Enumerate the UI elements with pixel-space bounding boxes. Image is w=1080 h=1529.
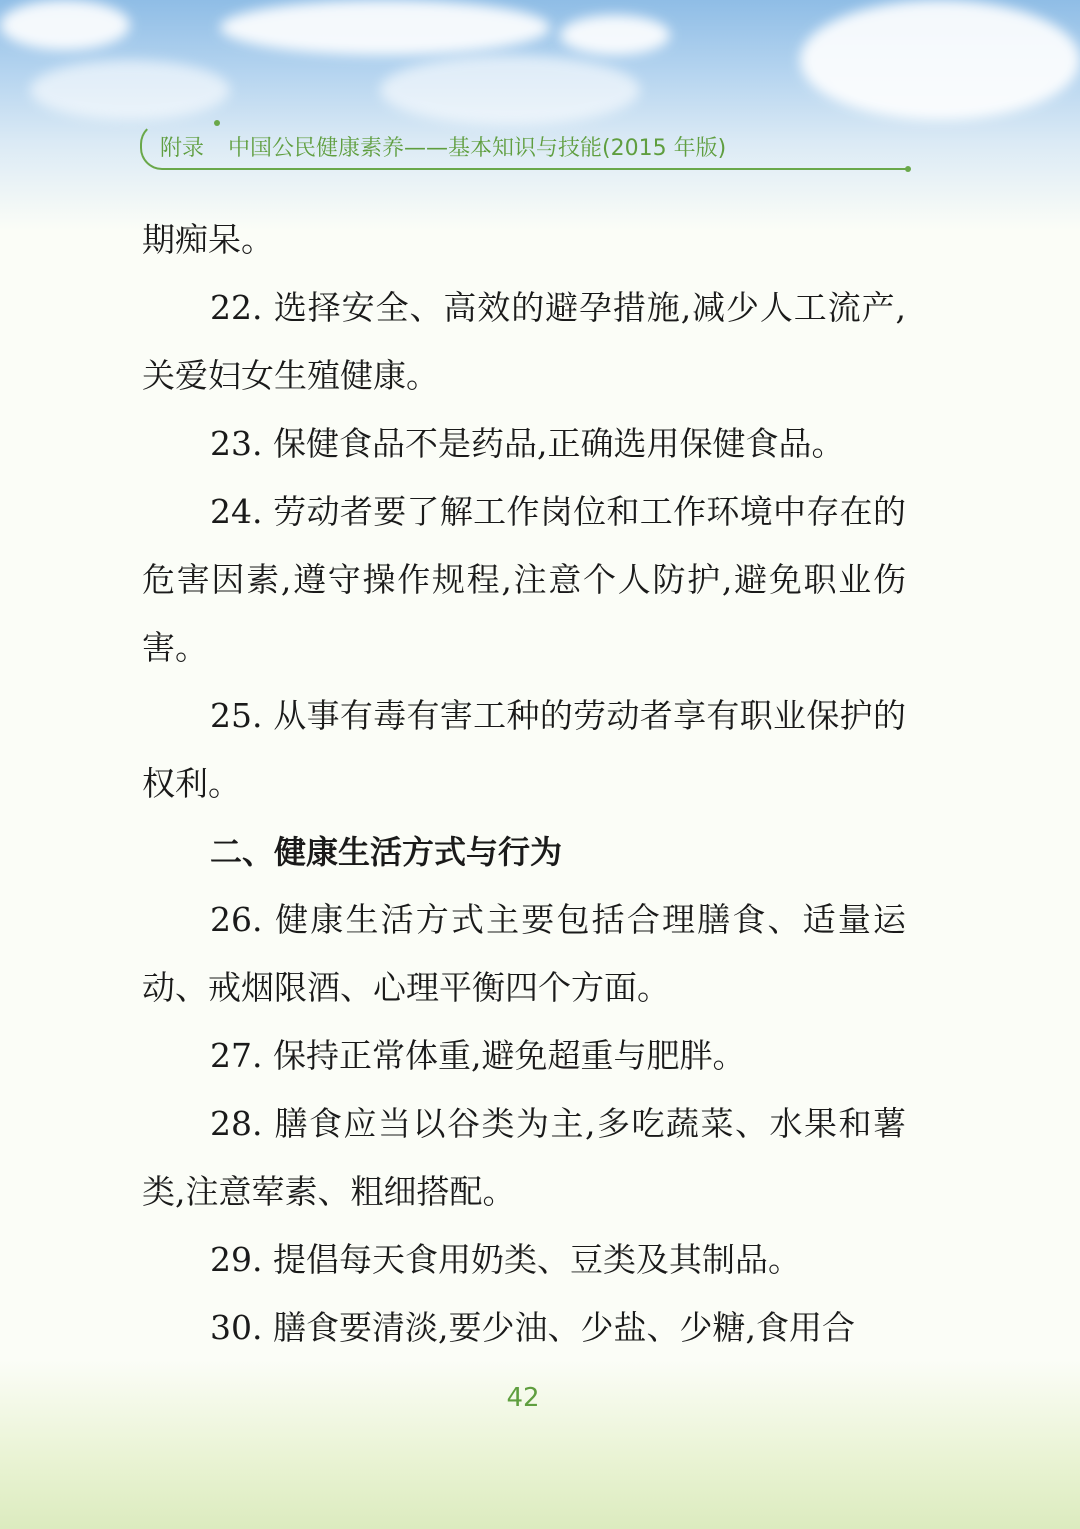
list-item: 29. 提倡每天食用奶类、豆类及其制品。	[210, 1240, 801, 1279]
list-item: 27. 保持正常体重,避免超重与肥胖。	[210, 1036, 746, 1075]
page-body	[142, 206, 906, 1362]
cloud-decoration	[560, 15, 670, 55]
page-number: 42	[506, 1383, 540, 1413]
list-item: 30. 膳食要清淡,要少油、少盐、少糖,食用合	[210, 1308, 855, 1347]
header-title: 中国公民健康素养——基本知识与技能(2015 年版)	[228, 135, 727, 161]
list-item: 24. 劳动者要了解工作岗位和工作环境中存在的危害因素,遵守操作规程,注意个人防护,避免职业伤害。	[142, 492, 906, 667]
cloud-decoration	[800, 0, 1080, 120]
sky-background	[0, 0, 1080, 230]
running-header	[140, 122, 908, 170]
cloud-decoration	[30, 60, 230, 120]
cloud-decoration	[220, 0, 550, 55]
header-label: 附录	[160, 135, 205, 161]
list-item: 26. 健康生活方式主要包括合理膳食、适量运动、戒烟限酒、心理平衡四个方面。	[142, 900, 906, 1007]
list-item: 25. 从事有毒有害工种的劳动者享有职业保护的权利。	[142, 696, 906, 803]
paragraph: 期痴呆。	[142, 220, 274, 259]
section-heading: 二、健康生活方式与行为	[210, 833, 563, 871]
header-dot	[905, 166, 911, 172]
header-dot	[214, 120, 220, 126]
list-item: 23. 保健食品不是药品,正确选用保健食品。	[210, 424, 845, 463]
cloud-decoration	[0, 0, 130, 50]
cloud-decoration	[380, 55, 640, 125]
list-item: 22. 选择安全、高效的避孕措施,减少人工流产,关爱妇女生殖健康。	[142, 288, 906, 395]
list-item: 28. 膳食应当以谷类为主,多吃蔬菜、水果和薯类,注意荤素、粗细搭配。	[142, 1104, 906, 1211]
